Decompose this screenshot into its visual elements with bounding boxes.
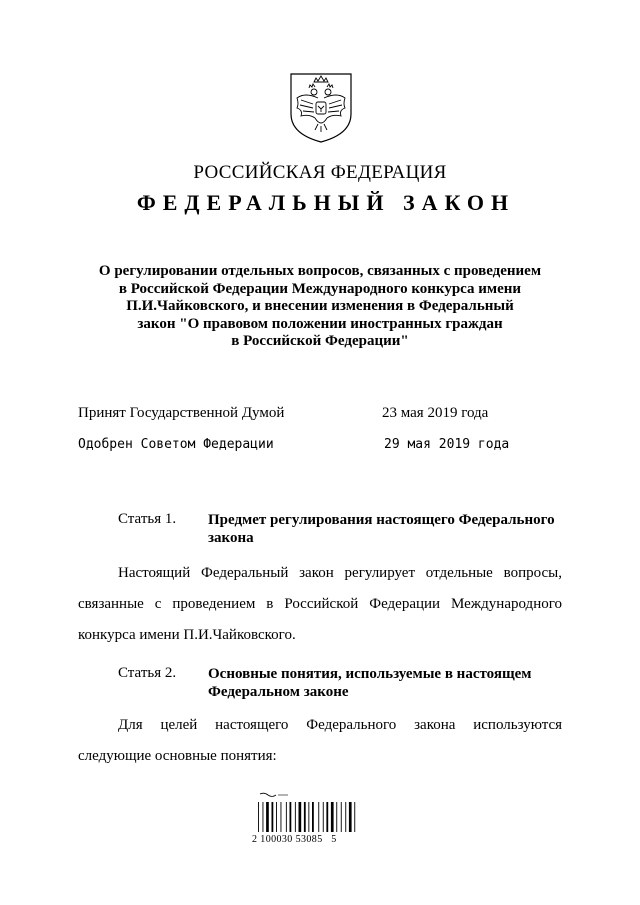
law-title <box>80 263 560 351</box>
law-title-line: О регулировании отдельных вопросов, связанных с проведением <box>98 263 542 279</box>
law-title-line: в Российской Федерации" <box>231 333 409 350</box>
council-approval-label: Одобрен Советом Федерации <box>78 437 274 452</box>
article-1-text <box>78 558 562 651</box>
document-type-heading: ФЕДЕРАЛЬНЫЙ ЗАКОН <box>136 190 516 215</box>
article-1-number: Статья 1. <box>118 511 177 527</box>
duma-adoption-date: 23 мая 2019 года <box>382 405 489 421</box>
article-2-title <box>208 665 568 701</box>
article-1-title: Предмет регулирования настоящего Федерального закона <box>208 512 555 546</box>
council-approval-date: 29 мая 2019 года <box>384 437 510 452</box>
paragraph-line: конкурса имени П.И.Чайковского. <box>78 627 296 643</box>
article-2-title-line: Федеральном законе <box>208 684 349 700</box>
paragraph-line: Для целей настоящего Федерального закона используются <box>118 717 562 733</box>
barcode-number: 2 100030 53085 5 <box>252 834 337 845</box>
paragraph-line: Настоящий Федеральный закон регулирует отдельные вопросы, <box>118 565 562 581</box>
paragraph-line: следующие основные понятия: <box>78 748 277 764</box>
paragraph-line: связанные с проведением в Российской Федерации Международного <box>78 596 562 612</box>
article-2-number: Статья 2. <box>118 665 177 681</box>
duma-adoption-label: Принят Государственной Думой <box>78 405 285 421</box>
article-2-text <box>78 710 562 772</box>
law-title-line: П.И.Чайковского, и внесении изменения в Федеральный <box>126 298 514 315</box>
law-title-line: закон "О правовом положении иностранных граждан <box>137 315 503 332</box>
law-title-line: в Российской Федерации Международного конкурса имени <box>118 280 522 297</box>
country-heading: РОССИЙСКАЯ ФЕДЕРАЦИЯ <box>193 162 447 183</box>
coat-of-arms-emblem <box>285 70 357 144</box>
article-2-title-line: Основные понятия, используемые в настоящем <box>208 666 532 682</box>
